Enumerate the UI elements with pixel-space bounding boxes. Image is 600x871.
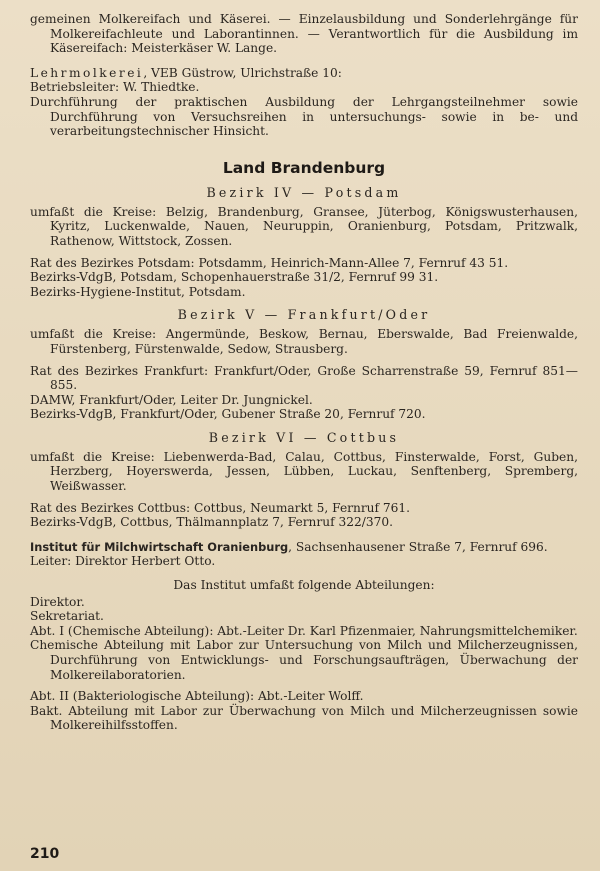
bezirk-vi-title: Bezirk VI — Cottbus [208,429,400,445]
institut-address: , Sachsenhausener Straße 7, Fernruf 696. [288,539,548,554]
bakt-abteilung-paragraph: Bakt. Abteilung mit Labor zur Überwachung von Milch und Milcherzeugnissen sowie Molkereihilfsstoffen. [30,703,578,733]
lehrmolkerei-label: Lehrmolkerei [30,65,144,80]
bezirk-vi-kreise: umfaßt die Kreise: Liebenwerda-Bad, Calau, Cottbus, Finsterwalde, Forst, Guben, Herzberg, Hoyerswerda, Jessen, Lübben, Luckau, Senftenberg, Spremberg, Weißwasser. [30,449,578,494]
bezirk-iv-hygiene: Bezirks-Hygiene-Institut, Potsdam. [30,284,246,299]
institut-leiter: Leiter: Direktor Herbert Otto. [30,554,216,569]
intro-paragraph: gemeinen Molkereifach und Käserei. — Einzelausbildung und Sonderlehrgänge für Molkereifachleute und Laborantinnen. — Verantwortlich für die Ausbildung im Käsereifach: Meisterkäser W. Lange. [30,12,578,56]
sekretariat-line: Sekretariat. [30,609,104,624]
lehrmolkerei-address: , VEB Güstrow, Ulrichstraße 10: [143,65,342,80]
abt-ii-line: Abt. II (Bakteriologische Abteilung): Abt.-Leiter Wolff. [30,689,364,704]
bezirk-vi-vdgb: Bezirks-VdgB, Cottbus, Thälmannplatz 7, Fernruf 322/370. [30,515,393,530]
bezirk-vi-rat: Rat des Bezirkes Cottbus: Cottbus, Neumarkt 5, Fernruf 761. [30,500,411,515]
bezirk-iv-rat: Rat des Bezirkes Potsdam: Potsdamm, Heinrich-Mann-Allee 7, Fernruf 43 51. [30,255,509,270]
bezirk-iv-kreise: umfaßt die Kreise: Belzig, Brandenburg, Gransee, Jüterbog, Königswusterhausen, Kyritz, Luckenwalde, Nauen, Neuruppin, Oranienburg, Potsdam, Pritzwalk, Rathenow, Wittstock, Zossen. [30,204,578,248]
institut-entry [30,540,578,555]
bezirk-v-kreise: umfaßt die Kreise: Angermünde, Beskow, Bernau, Eberswalde, Bad Freienwalde, Fürstenberg, Fürstenwalde, Sedow, Strausberg. [30,327,578,356]
institut-name: Institut für Milchwirtschaft Oranienburg [30,539,289,554]
lehrmolkerei-line [30,66,578,81]
bezirk-iv-vdgb: Bezirks-VdgB, Potsdam, Schopenhauerstraße 31/2, Fernruf 99 31. [30,270,439,285]
page-number: 210 [30,846,60,862]
durchfuehrung-paragraph: Durchführung der praktischen Ausbildung der Lehrgangsteilnehmer sowie Durchführung von Versuchsreihen in untersuchungs- sowie in be- und verarbeitungstechnischer Hinsicht. [30,94,578,139]
betriebsleiter-line: Betriebsleiter: W. Thiedtke. [30,80,200,95]
abteilungen-intro: Das Institut umfaßt folgende Abteilungen: [173,578,435,593]
chemische-abteilung-paragraph: Chemische Abteilung mit Labor zur Untersuchung von Milch und Milcherzeugnissen, Durchführung von Entwicklungs- und Forschungsaufträgen, Überwachung der Molkereilaboratorien. [30,638,578,682]
bezirk-v-damw: DAMW, Frankfurt/Oder, Leiter Dr. Jungnickel. [30,392,313,407]
bezirk-v-rat: Rat des Bezirkes Frankfurt: Frankfurt/Oder, Große Scharrenstraße 59, Fernruf 851—855. [30,363,578,393]
bezirk-v-title: Bezirk V — Frankfurt/Oder [177,307,431,323]
direktor-line: Direktor. [30,594,85,609]
land-heading: Land Brandenburg [222,158,386,177]
abt-i-line: Abt. I (Chemische Abteilung): Abt.-Leiter Dr. Karl Pfizenmaier, Nahrungsmittelchemiker. [30,623,578,638]
bezirk-iv-title: Bezirk IV — Potsdam [206,184,402,200]
bezirk-v-vdgb: Bezirks-VdgB, Frankfurt/Oder, Gubener Straße 20, Fernruf 720. [30,407,426,422]
